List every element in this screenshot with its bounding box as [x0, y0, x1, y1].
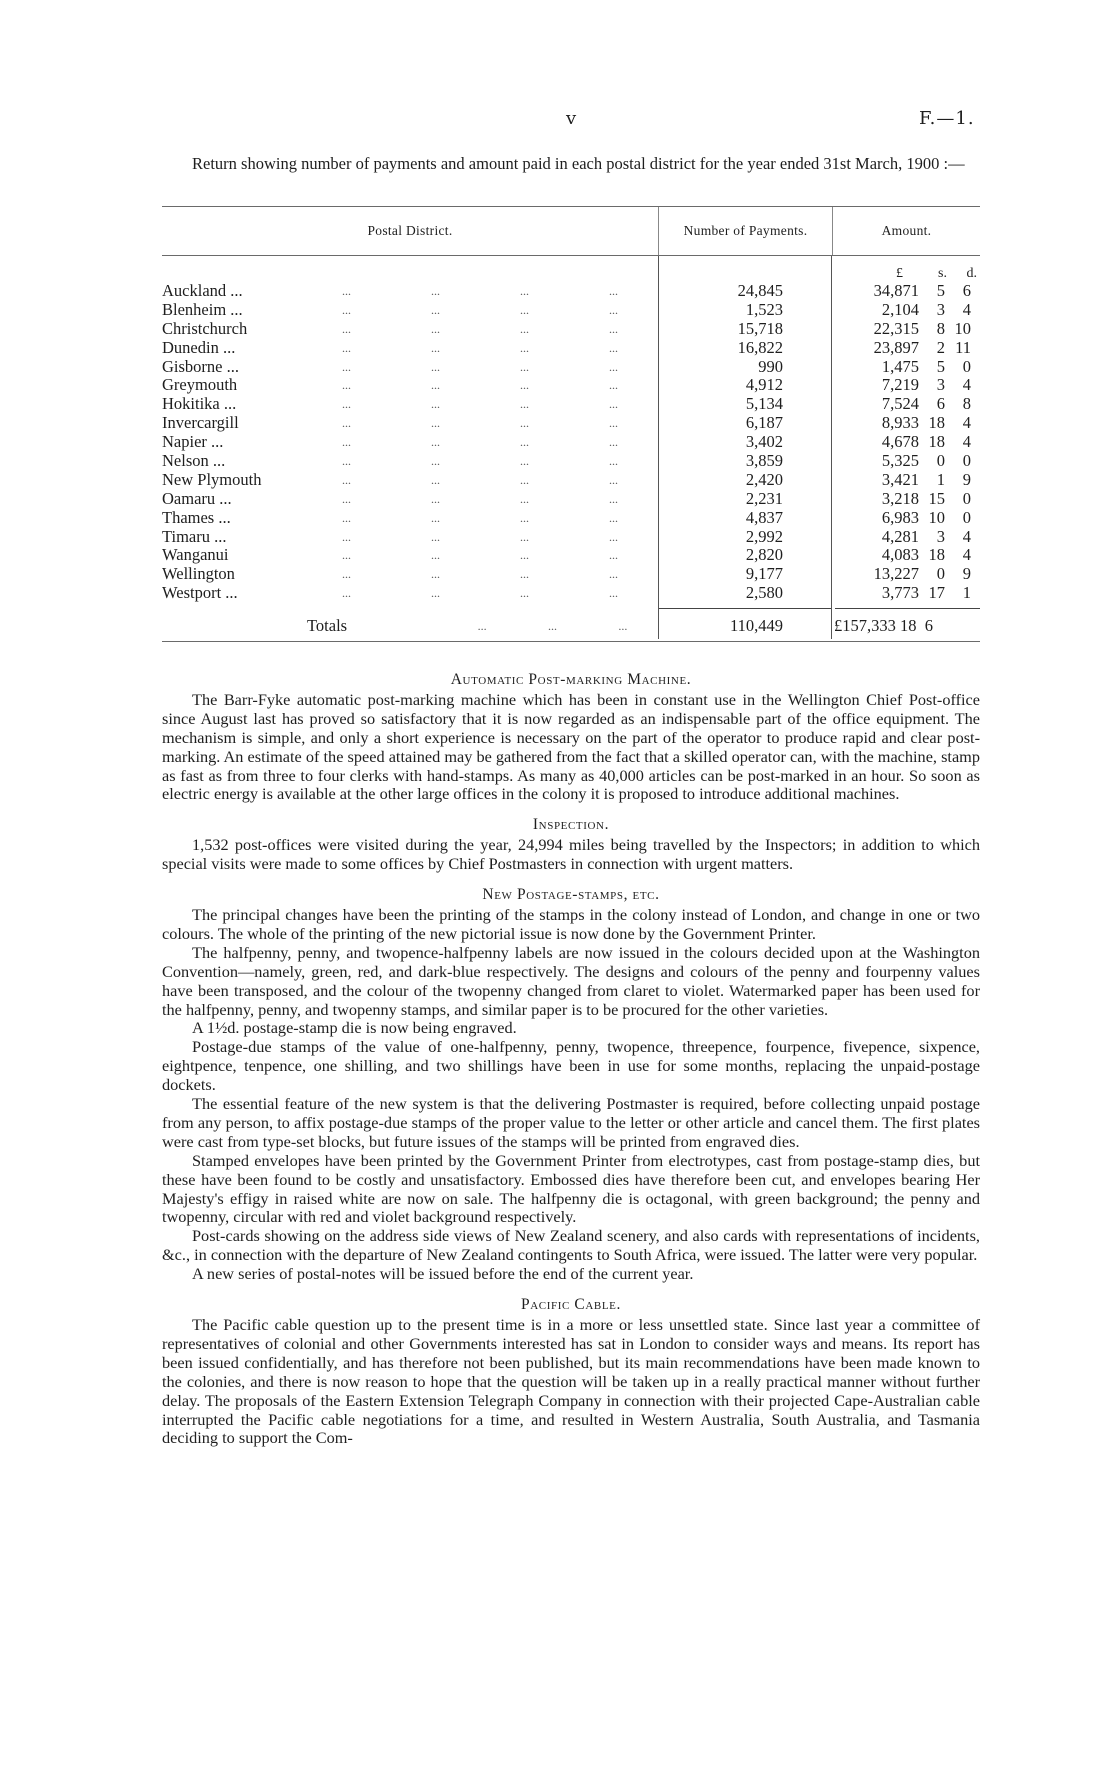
- amount-shillings: 0: [936, 564, 945, 584]
- district-name: Wanganui: [162, 545, 229, 565]
- district-name: Dunedin ...: [162, 337, 236, 357]
- page-number: v: [566, 108, 577, 129]
- section-paragraph: 1,532 post-offices were visited during the year, 24,994 miles being travelled by the Inspectors; in addition to which special visits were made to some offices by Chief Postmasters in connection with urgent matters.: [162, 835, 980, 874]
- section-paragraph: Post-cards showing on the address side views of New Zealand scenery, and also cards with representations of incidents, &c., in connection with the departure of New Zealand contingents to South Africa, were issued. The latter were very popular.: [162, 1226, 980, 1265]
- leader-dots: ... ... ... ...: [342, 397, 618, 412]
- amount-shillings: 6: [936, 394, 945, 414]
- amount-shillings: 8: [936, 318, 945, 338]
- district-name: Thames ...: [162, 507, 231, 527]
- table-row: [162, 452, 980, 471]
- payments-count: 5,134: [745, 394, 783, 414]
- totals-amount: £157,333 18 6: [834, 616, 933, 636]
- payments-count: 15,718: [737, 318, 783, 338]
- amount-pence: 11: [955, 337, 971, 357]
- totals-row: [162, 613, 980, 639]
- table-row: [162, 528, 980, 547]
- payments-count: 2,992: [745, 526, 783, 546]
- section-paragraph: The essential feature of the new system is that the delivering Postmaster is required, before collecting unpaid postage from any person, to affix postage-due stamps of the proper value to the letter or other article and cancel them. The first plates were cast from type-set blocks, but future issues of the stamps will be printed from engraved dies.: [162, 1094, 980, 1151]
- table-row: [162, 471, 980, 490]
- amount-pounds: 2,104: [881, 299, 919, 319]
- district-name: Wellington: [162, 564, 235, 584]
- table-row: [162, 395, 980, 414]
- table-row: [162, 320, 980, 339]
- district-name: Napier ...: [162, 432, 224, 452]
- column-divider: [658, 256, 659, 639]
- section-heading: Inspection.: [532, 816, 610, 834]
- column-header-amount-label: Amount.: [881, 223, 932, 238]
- amount-shillings: 15: [928, 488, 945, 508]
- table-row: [162, 301, 980, 320]
- payments-count: 2,420: [745, 469, 783, 489]
- amount-shillings: 3: [936, 299, 945, 319]
- payments-count: 3,859: [745, 451, 783, 471]
- table-body: [162, 256, 980, 639]
- unit-shillings: s.: [938, 266, 947, 281]
- amount-pounds: 23,897: [873, 337, 919, 357]
- amount-pounds: 13,227: [873, 564, 919, 584]
- amount-pence: 8: [962, 394, 971, 414]
- amount-pence: 10: [954, 318, 971, 338]
- payments-count: 1,523: [745, 299, 783, 319]
- leader-dots: ... ... ... ...: [342, 548, 618, 563]
- amount-pence: 4: [962, 432, 971, 452]
- column-header-payments: [658, 207, 832, 255]
- units-row: [162, 256, 980, 282]
- payments-count: 9,177: [745, 564, 783, 584]
- payments-count: 16,822: [737, 337, 783, 357]
- district-name: Blenheim ...: [162, 299, 243, 319]
- totals-label: Totals: [307, 616, 348, 636]
- column-divider: [831, 256, 832, 639]
- section-heading: Automatic Post-marking Machine.: [450, 671, 692, 688]
- table-row: [162, 546, 980, 565]
- amount-pounds: 3,218: [881, 488, 919, 508]
- table-row: [162, 376, 980, 395]
- amount-pounds: 7,524: [881, 394, 919, 414]
- column-header-payments-label: Number of Payments.: [683, 223, 808, 238]
- payments-count: 2,231: [745, 488, 783, 508]
- totals-payments: 110,449: [729, 616, 783, 636]
- table-row: [162, 414, 980, 433]
- amount-pence: 4: [962, 375, 971, 395]
- district-name: Invercargill: [162, 413, 239, 433]
- body-text: [162, 668, 980, 1448]
- payments-count: 4,837: [745, 507, 783, 527]
- amount-shillings: 2: [936, 337, 945, 357]
- amount-pounds: 7,219: [881, 375, 919, 395]
- leader-dots: ... ... ... ...: [342, 567, 618, 582]
- amount-pence: 0: [962, 451, 971, 471]
- payments-count: 2,580: [745, 583, 783, 603]
- district-name: Christchurch: [162, 318, 248, 338]
- payments-count: 24,845: [737, 281, 783, 300]
- leader-dots: ... ... ... ...: [342, 359, 618, 374]
- table-row: [162, 358, 980, 377]
- unit-pence: d.: [966, 266, 977, 281]
- leader-dots: ... ... ... ...: [342, 472, 618, 487]
- amount-pence: 0: [962, 507, 971, 527]
- amount-shillings: 18: [928, 432, 945, 452]
- table-row: [162, 509, 980, 528]
- leader-dots: ... ... ...: [477, 619, 628, 634]
- leader-dots: ... ... ... ...: [342, 435, 618, 450]
- amount-shillings: 18: [928, 413, 945, 433]
- amount-pounds: 4,083: [881, 545, 919, 565]
- leader-dots: ... ... ... ...: [342, 340, 618, 355]
- leader-dots: ... ... ... ...: [342, 510, 618, 525]
- amount-pence: 0: [962, 488, 971, 508]
- section-paragraph: Stamped envelopes have been printed by the Government Printer from electrotypes, cast from postage-stamp dies, but these have been found to be costly and unsatisfactory. Embossed dies have therefore been cut, and envelopes bearing Her Majesty's effigy in raised white are now on sale. The halfpenny die is octagonal, with green background; the penny and twopenny, circular with red and violet background respectively.: [162, 1150, 980, 1227]
- amount-pounds: 4,281: [881, 526, 919, 546]
- amount-pounds: 22,315: [873, 318, 919, 338]
- district-name: Auckland ...: [162, 281, 243, 300]
- table-row: [162, 433, 980, 452]
- leader-dots: ... ... ... ...: [342, 302, 618, 317]
- amount-pence: 0: [962, 356, 971, 376]
- table-row: [162, 490, 980, 509]
- district-name: Oamaru ...: [162, 488, 232, 508]
- section-paragraph: The Pacific cable question up to the present time is in a more or less unsettled state. Since last year a committee of representatives of colonial and other Governments interested has sat in London to consider ways and means. Its report has been issued confidentially, and has therefore not been published, but its main recommendations have been made known to the colonies, and there is now reason to hope that the question will be taken up in a really practical manner without further delay. The proposals of the Eastern Extension Telegraph Company in connection with their projected Cape-Australian cable interrupted the Pacific cable negotiations for a time, and resulted in Western Australia, South Australia, and Tasmania deciding to support the Com-: [162, 1315, 980, 1448]
- leader-dots: ... ... ... ...: [342, 586, 618, 601]
- amount-pounds: 5,325: [881, 451, 919, 471]
- amount-shillings: 0: [936, 451, 945, 471]
- amount-pounds: 8,933: [881, 413, 919, 433]
- section-paragraph: The principal changes have been the printing of the stamps in the colony instead of London, and change in one or two colours. The whole of the printing of the new pictorial issue is now done by the Government Printer.: [162, 904, 980, 943]
- unit-pounds: £: [896, 266, 903, 281]
- amount-pounds: 6,983: [881, 507, 919, 527]
- district-name: Greymouth: [162, 375, 238, 395]
- district-name: Nelson ...: [162, 451, 226, 471]
- amount-shillings: 1: [936, 469, 945, 489]
- leader-dots: ... ... ... ...: [342, 416, 618, 431]
- amount-pence: 4: [962, 526, 971, 546]
- section-paragraph: The Barr-Fyke automatic post-marking machine which has been in constant use in the Wellington Chief Post-office since August last has proved so satisfactory that it is now regarded as an indispensable part of the office equipment. The mechanism is simple, and only a short experience is necessary on the part of the operator to produce rapid and clear post-marking. An estimate of the speed attained may be gathered from the fact that a skilled operator can, with the machine, stamp as fast as from three to four clerks with hand-stamps. As many as 40,000 articles can be post-marked in an hour. So soon as electric energy is available at the other large offices in the colony it is proposed to introduce additional machines.: [162, 689, 980, 804]
- payments-table: [162, 206, 980, 642]
- section-heading: Pacific Cable.: [521, 1296, 621, 1314]
- table-row: [162, 282, 980, 301]
- section-paragraph: A new series of postal-notes will be issued before the end of the current year.: [192, 1264, 694, 1284]
- amount-pence: 4: [962, 413, 971, 433]
- leader-dots: ... ... ... ...: [342, 321, 618, 336]
- amount-pounds: 34,871: [873, 281, 919, 300]
- totals-rule: [162, 603, 980, 613]
- column-header-amount: [832, 207, 980, 255]
- leader-dots: ... ... ... ...: [342, 454, 618, 469]
- amount-shillings: 17: [928, 583, 945, 603]
- leader-dots: ... ... ... ...: [342, 284, 618, 298]
- district-name: Timaru ...: [162, 526, 227, 546]
- amount-shillings: 3: [936, 526, 945, 546]
- amount-pounds: 3,773: [881, 583, 919, 603]
- page-reference: F.—1.: [919, 108, 975, 129]
- amount-pence: 4: [962, 545, 971, 565]
- payments-count: 6,187: [745, 413, 783, 433]
- section-heading: New Postage-stamps, etc.: [482, 886, 660, 904]
- column-header-district: Postal District.: [367, 223, 453, 238]
- amount-pounds: 4,678: [881, 432, 919, 452]
- table-header: [162, 207, 980, 255]
- table-row: [162, 584, 980, 603]
- section-paragraph: Postage-due stamps of the value of one-halfpenny, penny, twopence, threepence, fourpence, fivepence, sixpence, eightpence, tenpence, one shilling, and two shillings have been in use for some months, replacing the unpaid-postage dockets.: [162, 1037, 980, 1095]
- district-name: Westport ...: [162, 583, 238, 603]
- district-name: Gisborne ...: [162, 356, 239, 376]
- payments-count: 3,402: [745, 432, 783, 452]
- amount-pence: 4: [962, 299, 971, 319]
- amount-shillings: 5: [936, 356, 945, 376]
- section-paragraph: A 1½d. postage-stamp die is now being engraved.: [192, 1018, 517, 1038]
- amount-pounds: 3,421: [881, 469, 919, 489]
- amount-pence: 1: [962, 583, 971, 603]
- table-row: [162, 339, 980, 358]
- amount-pence: 9: [962, 469, 971, 489]
- payments-count: 990: [758, 356, 783, 376]
- table-row: [162, 565, 980, 584]
- amount-shillings: 10: [928, 507, 945, 527]
- leader-dots: ... ... ... ...: [342, 529, 618, 544]
- table-intro: Return showing number of payments and amount paid in each postal district for the year ended 31st March, 1900 :—: [192, 154, 965, 173]
- leader-dots: ... ... ... ...: [342, 491, 618, 506]
- amount-shillings: 18: [928, 545, 945, 565]
- amount-pence: 6: [962, 281, 971, 300]
- payments-count: 4,912: [745, 375, 783, 395]
- district-name: New Plymouth: [162, 469, 262, 489]
- table-bottom-rule: [162, 641, 980, 642]
- amount-pounds: 1,475: [881, 356, 919, 376]
- district-name: Hokitika ...: [162, 394, 237, 414]
- amount-shillings: 5: [936, 281, 945, 300]
- amount-shillings: 3: [936, 375, 945, 395]
- leader-dots: ... ... ... ...: [342, 378, 618, 393]
- amount-pence: 9: [962, 564, 971, 584]
- section-paragraph: The halfpenny, penny, and twopence-halfpenny labels are now issued in the colours decided upon at the Washington Convention—namely, green, red, and dark-blue respectively. The designs and colours of the penny and fourpenny values have been transposed, and the colour of the twopenny changed from claret to violet. Watermarked paper has been used for the halfpenny, penny, and twopenny stamps, and similar paper is to be procured for the other varieties.: [162, 942, 980, 1019]
- payments-count: 2,820: [745, 545, 783, 565]
